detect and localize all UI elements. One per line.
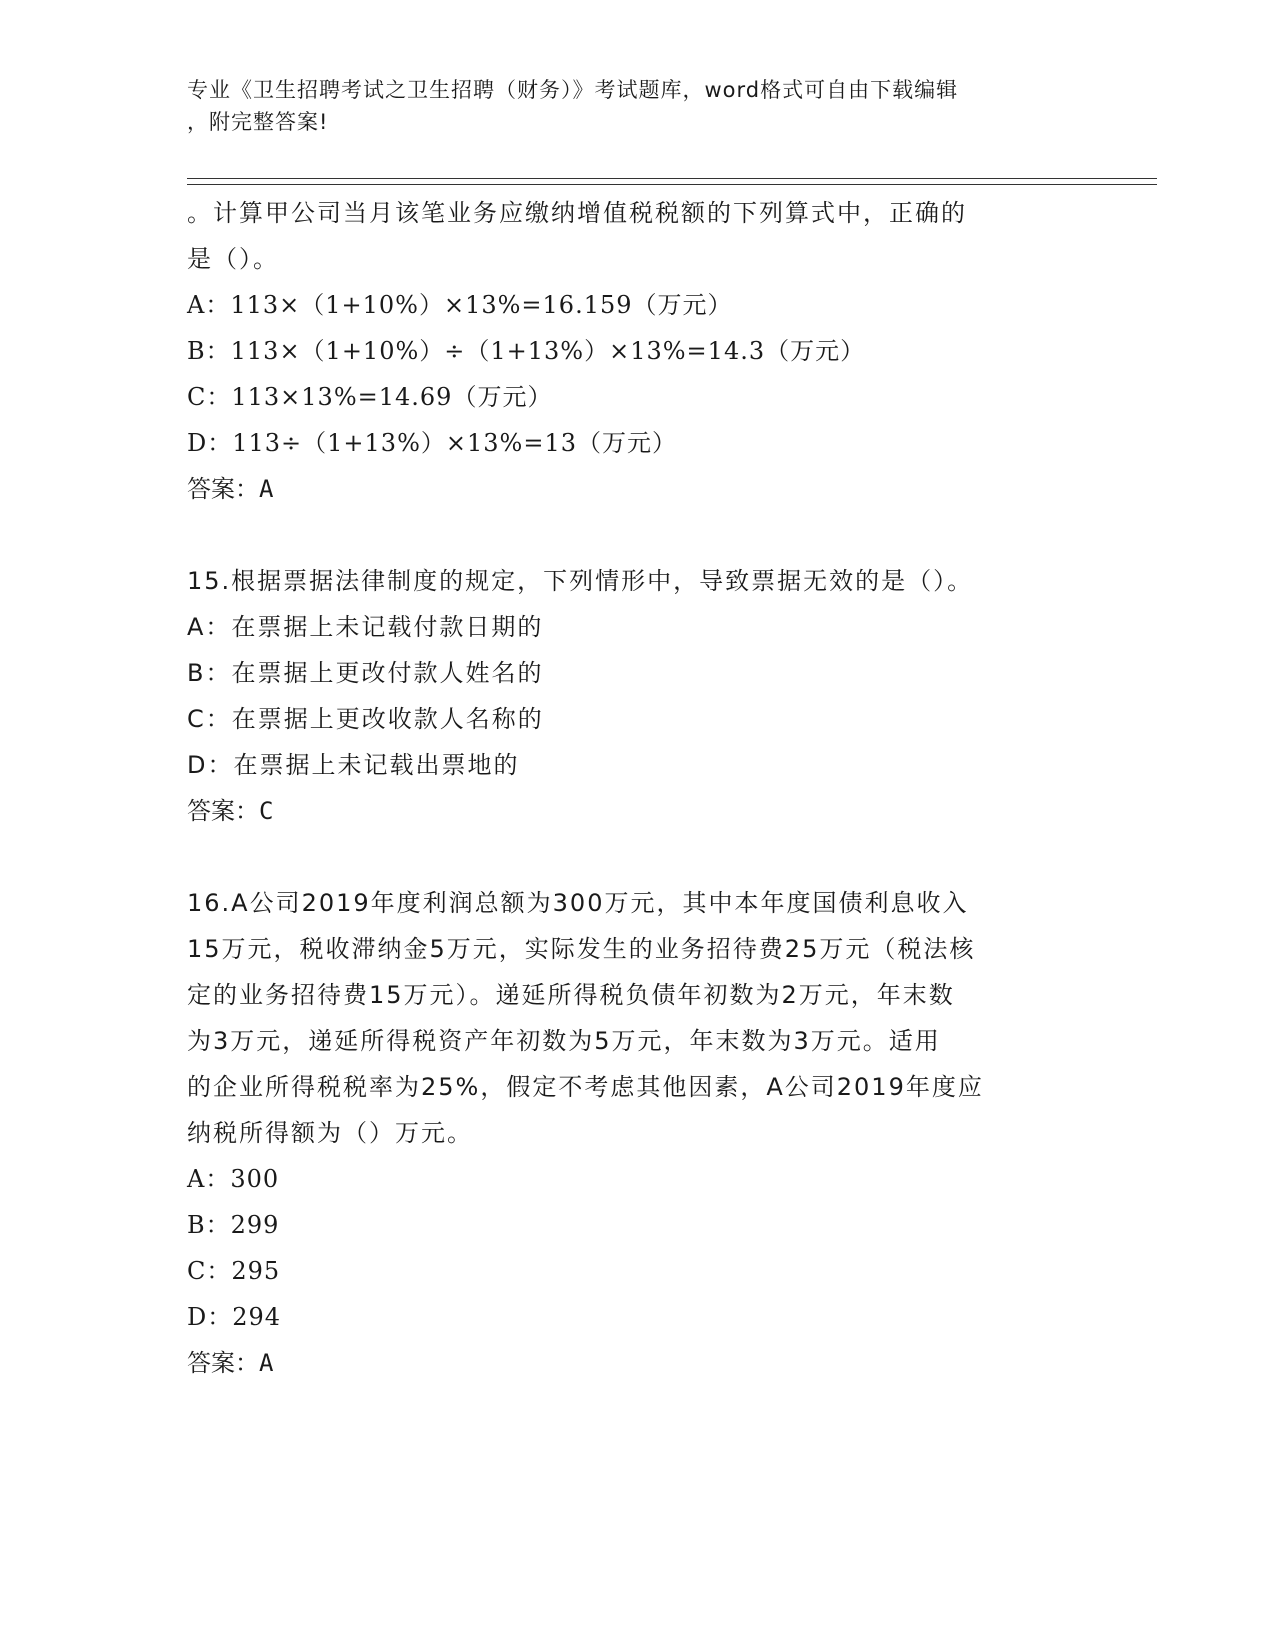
header-divider-top	[187, 178, 1157, 179]
header-divider-bottom	[187, 184, 1157, 185]
header-line-1: 专业《卫生招聘考试之卫生招聘（财务）》考试题库，word格式可自由下载编辑	[187, 78, 959, 102]
option-a: A：113×（1+10%）×13%=16.159（万元）	[187, 291, 733, 319]
question-stem-line: 纳税所得额为（）万元。	[187, 1119, 473, 1147]
question-stem-line: 15.根据票据法律制度的规定，下列情形中，导致票据无效的是（）。	[187, 567, 974, 595]
option-a: A：在票据上未记载付款日期的	[187, 613, 544, 641]
question-stem-line: 。计算甲公司当月该笔业务应缴纳增值税税额的下列算式中，正确的	[187, 199, 967, 227]
document-header	[187, 74, 1087, 138]
option-a: A：300	[187, 1165, 280, 1193]
option-d: D：113÷（1+13%）×13%=13（万元）	[187, 429, 677, 457]
option-b: B：113×（1+10%）÷（1+13%）×13%=14.3（万元）	[187, 337, 866, 365]
question-content	[187, 190, 1097, 1386]
question-stem-line: 是（）。	[187, 245, 279, 273]
option-b: B：在票据上更改付款人姓名的	[187, 659, 544, 687]
answer-line: 答案：C	[187, 797, 274, 825]
header-line-2: ，附完整答案!	[187, 110, 329, 134]
option-c: C：113×13%=14.69（万元）	[187, 383, 553, 411]
question-stem-line: 的企业所得税税率为25%，假定不考虑其他因素，A公司2019年度应	[187, 1073, 984, 1101]
option-c: C：295	[187, 1257, 281, 1285]
option-b: B：299	[187, 1211, 280, 1239]
question-15	[187, 558, 1097, 834]
answer-line: 答案：A	[187, 1349, 274, 1377]
option-d: D：在票据上未记载出票地的	[187, 751, 520, 779]
question-14	[187, 190, 1097, 512]
question-stem-line: 定的业务招待费15万元）。递延所得税负债年初数为2万元，年末数	[187, 981, 955, 1009]
option-c: C：在票据上更改收款人名称的	[187, 705, 544, 733]
answer-line: 答案：A	[187, 475, 274, 503]
question-stem-line: 15万元，税收滞纳金5万元，实际发生的业务招待费25万元（税法核	[187, 935, 976, 963]
question-stem-line: 为3万元，递延所得税资产年初数为5万元，年末数为3万元。适用	[187, 1027, 941, 1055]
option-d: D：294	[187, 1303, 282, 1331]
question-stem-line: 16.A公司2019年度利润总额为300万元，其中本年度国债利息收入	[187, 889, 969, 917]
question-16	[187, 880, 1097, 1386]
